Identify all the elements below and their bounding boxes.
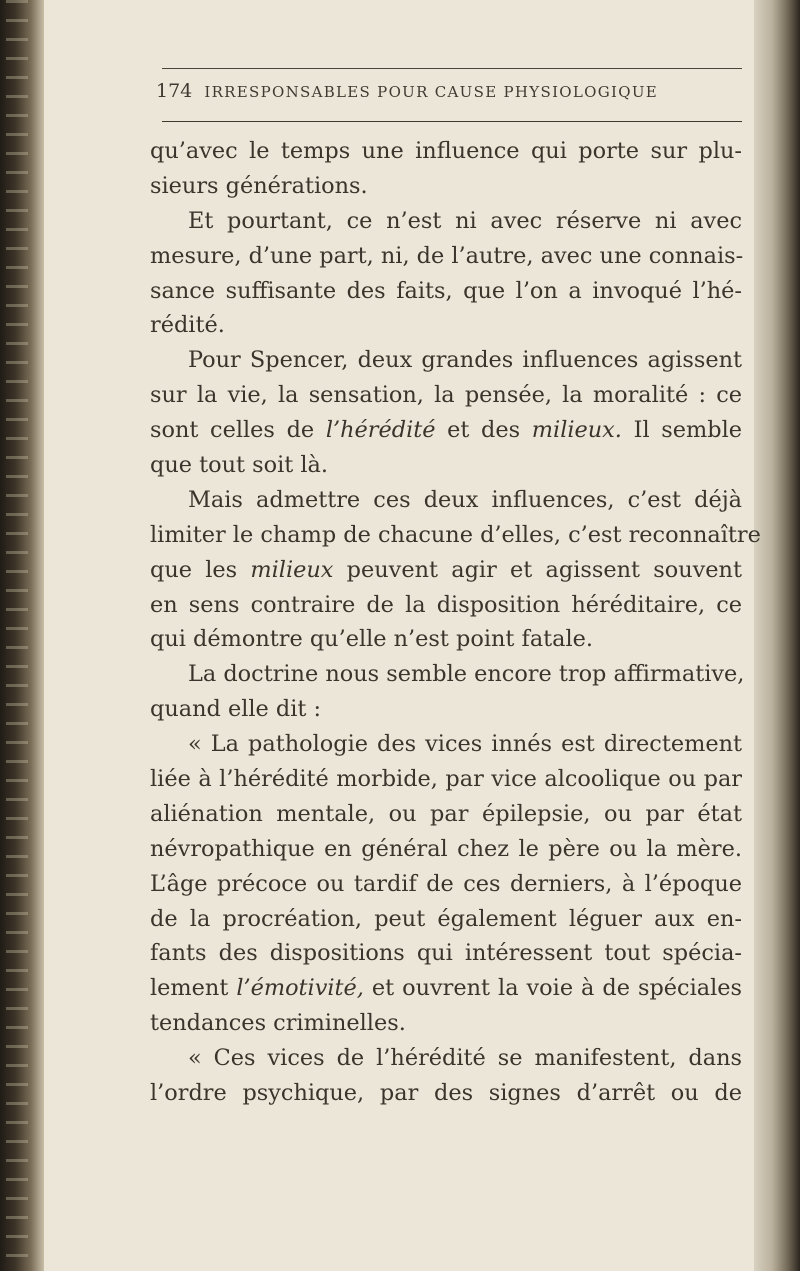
text-line: [150, 1041, 742, 1076]
header-rule: [162, 121, 742, 122]
text-line: [150, 553, 742, 588]
text-span: sur la vie, la sensation, la pensée, la moralité : ce: [150, 382, 742, 409]
running-head: [156, 80, 746, 102]
text-line: [150, 622, 742, 657]
text-line: [150, 378, 742, 413]
italic-span: l’hérédité: [325, 417, 436, 444]
adjacent-page-edge: [754, 0, 800, 1271]
text-span: rédité.: [150, 312, 225, 339]
text-span: quand elle dit :: [150, 696, 322, 723]
italic-span: milieux.: [531, 417, 622, 444]
text-line: [150, 483, 742, 518]
book-binding-edge: [0, 0, 44, 1271]
text-span: L’âge précoce ou tardif de ces derniers, à l’époque: [150, 870, 742, 897]
paragraph: [150, 204, 742, 344]
text-span: mesure, d’une part, ni, de l’autre, avec une connais-: [150, 242, 744, 269]
text-line: [150, 1006, 742, 1041]
text-line: [150, 902, 742, 937]
text-line: [150, 588, 742, 623]
text-span: sont celles de: [150, 417, 326, 444]
paragraph: [150, 657, 745, 727]
text-line: [150, 343, 742, 378]
text-span: liée à l’hérédité morbide, par vice alcoolique ou par: [150, 766, 742, 793]
text-line: [150, 727, 742, 762]
text-line: [150, 274, 742, 309]
text-line: [150, 518, 761, 553]
text-span: « La pathologie des vices innés est directement: [188, 731, 742, 758]
text-line: [150, 1076, 742, 1111]
text-span: lement: [150, 975, 237, 1002]
text-span: que les: [150, 556, 251, 583]
paragraph: [150, 483, 761, 657]
text-span: Et pourtant, ce n’est ni avec réserve ni avec: [188, 207, 742, 234]
text-span: l’ordre psychique, par des signes d’arrêt ou de: [150, 1080, 742, 1107]
text-line: [150, 239, 742, 274]
text-span: que tout soit là.: [150, 452, 329, 479]
text-line: [150, 657, 745, 692]
italic-span: l’émotivité,: [236, 975, 364, 1002]
text-line: [150, 308, 742, 343]
paragraph: [150, 727, 742, 1041]
text-span: La doctrine nous semble encore trop affirmative,: [188, 661, 745, 688]
text-span: de la procréation, peut également léguer aux en-: [150, 905, 742, 932]
text-line: [150, 448, 742, 483]
text-span: Pour Spencer, deux grandes influences agissent: [188, 347, 742, 374]
italic-span: milieux: [250, 556, 334, 583]
text-line: [150, 762, 742, 797]
text-line: [150, 169, 742, 204]
text-span: sance suffisante des faits, que l’on a invoqué l’hé-: [150, 277, 742, 304]
header-top-rule: [162, 68, 742, 69]
text-span: sieurs générations.: [150, 172, 368, 199]
text-span: peuvent agir et agissent souvent: [333, 556, 742, 583]
text-line: [150, 134, 742, 169]
text-line: [150, 797, 742, 832]
text-span: tendances criminelles.: [150, 1010, 406, 1037]
paragraph: [150, 1041, 742, 1111]
text-line: [150, 867, 742, 902]
text-line: [150, 936, 742, 971]
text-span: et des: [435, 417, 532, 444]
text-line: [150, 204, 742, 239]
text-span: aliénation mentale, ou par épilepsie, ou par état: [150, 800, 742, 827]
text-span: fants des dispositions qui intéressent tout spécia-: [150, 940, 742, 967]
text-span: en sens contraire de la disposition héréditaire, ce: [150, 591, 742, 618]
text-span: Mais admettre ces deux influences, c’est déjà: [188, 486, 742, 513]
page-number: 174: [156, 80, 193, 102]
paragraph: [150, 134, 742, 204]
text-span: qu’avec le temps une influence qui porte sur plu-: [150, 138, 742, 164]
text-span: « Ces vices de l’hérédité se manifestent, dans: [188, 1045, 742, 1072]
text-span: limiter le champ de chacune d’elles, c’est reconnaître: [150, 521, 761, 548]
text-span: névropathique en général chez le père ou la mère.: [150, 835, 742, 862]
paragraph: [150, 343, 742, 483]
text-span: Il semble: [621, 417, 742, 444]
body-text: [150, 134, 761, 1111]
text-span: qui démontre qu’elle n’est point fatale.: [150, 626, 594, 653]
running-head-title: IRRESPONSABLES POUR CAUSE PHYSIOLOGIQUE: [204, 83, 659, 101]
text-span: et ouvrent la voie à de spéciales: [363, 975, 742, 1002]
text-line: [150, 413, 742, 448]
text-line: [150, 692, 742, 727]
text-line: [150, 971, 742, 1006]
text-line: [150, 832, 742, 867]
